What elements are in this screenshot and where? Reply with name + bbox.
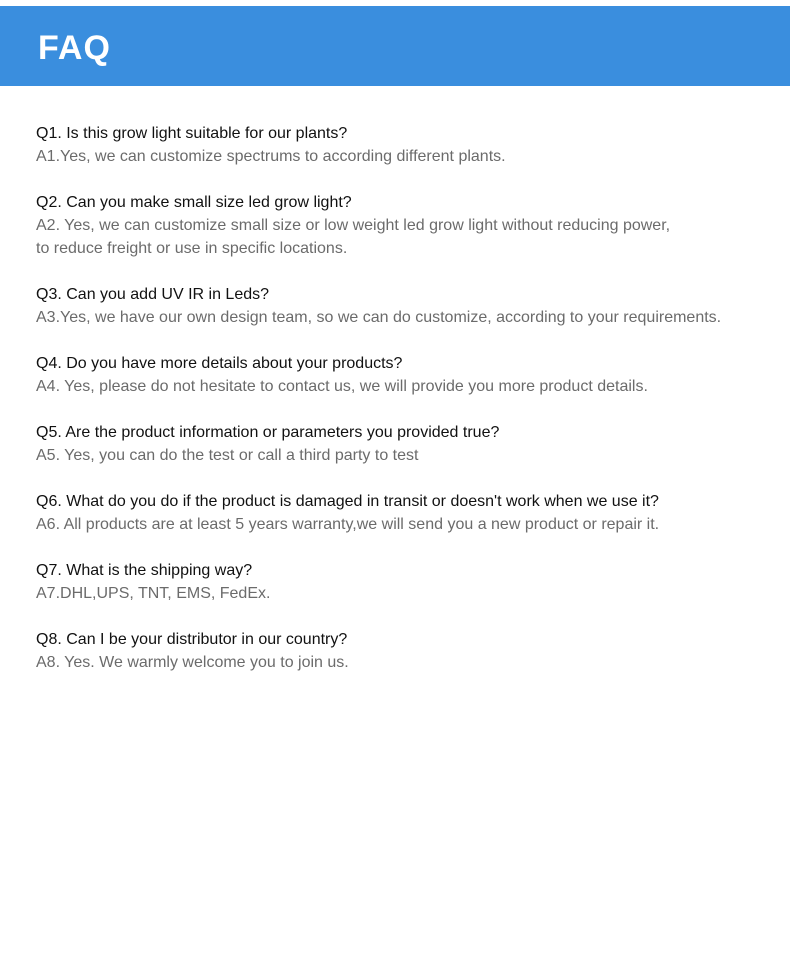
faq-answer-5: A5. Yes, you can do the test or call a third party to test xyxy=(36,447,419,464)
faq-question-6: Q6. What do you do if the product is damaged in transit or doesn't work when we use it? xyxy=(36,493,659,510)
faq-item-8 xyxy=(36,628,776,674)
faq-item-1 xyxy=(36,122,776,168)
faq-item-4 xyxy=(36,352,776,398)
faq-answer-6: A6. All products are at least 5 years warranty,we will send you a new product or repair it. xyxy=(36,516,660,533)
faq-answer-3: A3.Yes, we have our own design team, so we can do customize, according to your requirements. xyxy=(36,309,722,326)
faq-item-6 xyxy=(36,490,776,536)
page-title: FAQ xyxy=(38,29,111,67)
faq-question-5: Q5. Are the product information or parameters you provided true? xyxy=(36,424,500,441)
faq-question-8: Q8. Can I be your distributor in our country? xyxy=(36,631,348,648)
faq-question-1: Q1. Is this grow light suitable for our plants? xyxy=(36,125,348,142)
faq-answer-1: A1.Yes, we can customize spectrums to according different plants. xyxy=(36,148,506,165)
faq-header-banner xyxy=(0,6,790,86)
faq-answer-7: A7.DHL,UPS, TNT, EMS, FedEx. xyxy=(36,585,271,602)
faq-question-4: Q4. Do you have more details about your products? xyxy=(36,355,403,372)
faq-answer-8: A8. Yes. We warmly welcome you to join us. xyxy=(36,654,349,671)
faq-answer-2-line-1: A2. Yes, we can customize small size or low weight led grow light without reducing power, xyxy=(36,217,671,234)
faq-item-5 xyxy=(36,421,776,467)
faq-answer-4: A4. Yes, please do not hesitate to contact us, we will provide you more product details. xyxy=(36,378,648,395)
faq-item-2 xyxy=(36,191,776,260)
faq-question-2: Q2. Can you make small size led grow light? xyxy=(36,194,352,211)
faq-question-3: Q3. Can you add UV IR in Leds? xyxy=(36,286,270,303)
faq-answer-2-line-2: to reduce freight or use in specific locations. xyxy=(36,240,348,257)
faq-item-3 xyxy=(36,283,776,329)
faq-question-7: Q7. What is the shipping way? xyxy=(36,562,253,579)
faq-item-7 xyxy=(36,559,776,605)
faq-list xyxy=(36,122,776,697)
